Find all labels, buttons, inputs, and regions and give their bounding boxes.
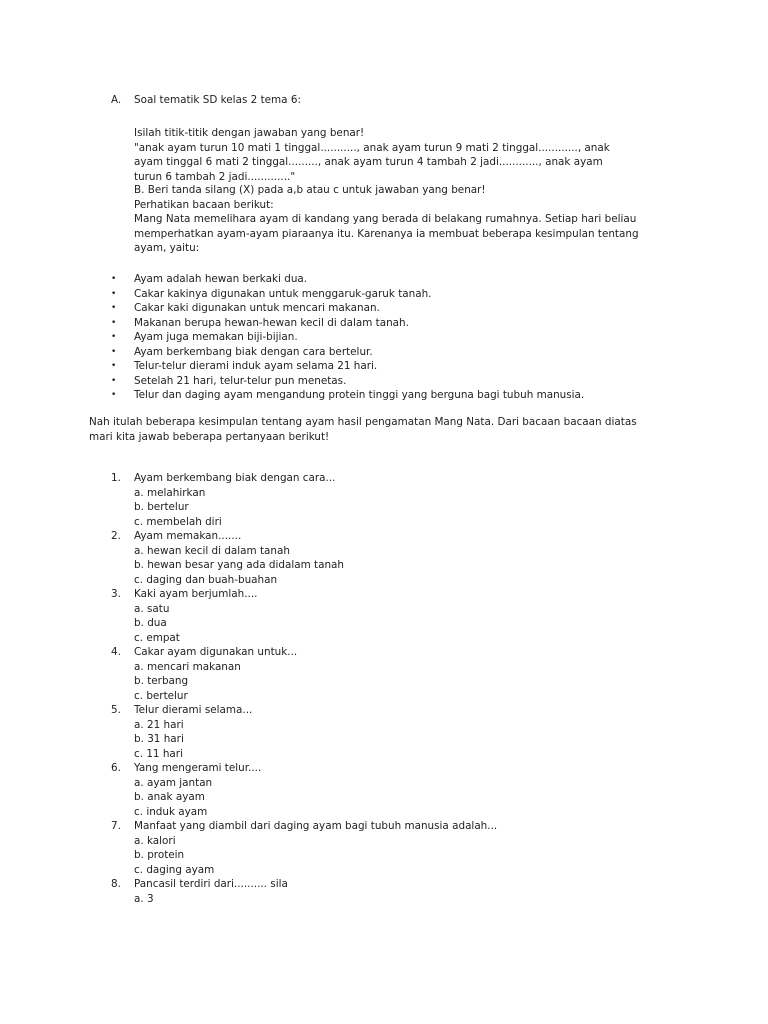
question-text: Kaki ayam berjumlah.... <box>134 588 258 600</box>
part-b-instruction: B. Beri tanda silang (X) pada a,b atau c untuk jawaban yang benar! <box>134 184 486 196</box>
answer-option: c. 11 hari <box>134 747 183 760</box>
fill-in-instruction: Isilah titik-titik dengan jawaban yang benar! <box>134 127 365 139</box>
bullet-text: Telur-telur dierami induk ayam selama 21 hari. <box>134 360 378 372</box>
answer-option: c. daging ayam <box>134 863 215 876</box>
answer-option: a. hewan kecil di dalam tanah <box>134 544 290 557</box>
question-text: Yang mengerami telur.... <box>134 762 262 774</box>
part-b-reading-label: Perhatikan bacaan berikut: <box>134 198 274 211</box>
answer-options <box>111 660 497 704</box>
fill-in-line: "anak ayam turun 10 mati 1 tinggal..........., anak ayam turun 9 mati 2 tinggal............, anak <box>134 141 610 154</box>
closing-line: Nah itulah beberapa kesimpulan tentang ayam hasil pengamatan Mang Nata. Dari bacaan bacaan diatas <box>89 416 637 428</box>
answer-option: a. kalori <box>134 834 176 847</box>
answer-option: b. hewan besar yang ada didalam tanah <box>134 559 345 571</box>
answer-option: b. protein <box>134 849 185 861</box>
bullet-icon: • <box>111 346 117 357</box>
answer-option: b. 31 hari <box>134 733 184 745</box>
bullet-icon: • <box>111 274 117 284</box>
question-text: Manfaat yang diambil dari daging ayam bagi tubuh manusia adalah... <box>134 820 498 832</box>
answer-option: b. anak ayam <box>134 791 205 803</box>
question-number: 2. <box>111 530 121 542</box>
part-b-reading-line: memperhatkan ayam-ayam piaraanya itu. Karenanya ia membuat beberapa kesimpulan tentang <box>134 227 639 240</box>
answer-option: c. induk ayam <box>134 805 208 818</box>
question-item <box>111 703 497 761</box>
bullet-text: Ayam juga memakan biji-bijian. <box>134 331 298 343</box>
question-number: 3. <box>111 588 121 600</box>
fill-in-line: ayam tinggal 6 mati 2 tinggal........., anak ayam turun 4 tambah 2 jadi............, anak ayam <box>134 156 603 168</box>
question-text: Telur dierami selama... <box>134 704 253 716</box>
bullet-icon: • <box>111 375 117 386</box>
question-item <box>111 761 497 819</box>
answer-options <box>111 892 497 907</box>
bullet-item <box>111 316 584 331</box>
answer-options <box>111 834 497 878</box>
bullet-item <box>111 374 584 389</box>
question-text: Pancasil terdiri dari.......... sila <box>134 878 288 890</box>
question-item <box>111 819 497 877</box>
question-list <box>111 471 497 906</box>
question-number: 7. <box>111 820 121 832</box>
question-text: Ayam memakan....... <box>134 530 242 542</box>
bullet-item <box>111 359 584 374</box>
question-number: 8. <box>111 878 121 890</box>
answer-option: c. empat <box>134 631 180 644</box>
answer-option: b. terbang <box>134 675 189 687</box>
section-a-heading <box>111 93 301 108</box>
part-b-reading-line: Mang Nata memelihara ayam di kandang yang berada di belakang rumahnya. Setiap hari beliau <box>134 213 637 225</box>
question-number: 6. <box>111 762 121 774</box>
question-text: Cakar ayam digunakan untuk... <box>134 646 298 658</box>
bullet-text: Telur dan daging ayam mengandung protein tinggi yang berguna bagi tubuh manusia. <box>134 389 585 401</box>
bullet-item <box>111 388 584 403</box>
question-item <box>111 877 497 906</box>
part-b-reading-line: ayam, yaitu: <box>134 242 200 254</box>
question-number: 5. <box>111 704 121 716</box>
answer-option: b. dua <box>134 617 167 629</box>
bullet-text: Ayam adalah hewan berkaki dua. <box>134 273 308 285</box>
question-item <box>111 471 497 529</box>
answer-option: c. bertelur <box>134 689 188 702</box>
fill-in-block <box>134 126 674 184</box>
bullet-item <box>111 272 584 287</box>
answer-option: c. membelah diri <box>134 515 222 528</box>
bullet-text: Cakar kakinya digunakan untuk menggaruk-garuk tanah. <box>134 287 432 300</box>
answer-options <box>111 776 497 820</box>
answer-option: a. melahirkan <box>134 486 206 499</box>
closing-paragraph <box>89 415 669 444</box>
answer-option: c. daging dan buah-buahan <box>134 573 278 586</box>
question-text: Ayam berkembang biak dengan cara... <box>134 472 336 484</box>
question-number: 1. <box>111 472 121 484</box>
answer-options <box>111 718 497 762</box>
answer-option: a. mencari makanan <box>134 660 241 673</box>
section-a-title: Soal tematik SD kelas 2 tema 6: <box>134 94 301 106</box>
bullet-text: Makanan berupa hewan-hewan kecil di dalam tanah. <box>134 316 409 329</box>
bullet-icon: • <box>111 361 117 371</box>
bullet-icon: • <box>111 317 117 328</box>
question-item <box>111 645 497 703</box>
question-item <box>111 587 497 645</box>
answer-option: a. ayam jantan <box>134 776 213 789</box>
answer-option: a. satu <box>134 602 170 615</box>
answer-options <box>111 486 497 530</box>
answer-option: a. 21 hari <box>134 718 184 731</box>
answer-option: a. 3 <box>134 892 154 905</box>
answer-option: b. bertelur <box>134 501 189 513</box>
answer-options <box>111 602 497 646</box>
bullet-text: Cakar kaki digunakan untuk mencari makanan. <box>134 302 380 314</box>
bullet-icon: • <box>111 390 117 400</box>
question-number: 4. <box>111 646 121 658</box>
bullet-icon: • <box>111 303 117 313</box>
bullet-item <box>111 301 584 316</box>
section-a-number: A. <box>111 94 122 106</box>
bullet-item <box>111 345 584 360</box>
bullet-icon: • <box>111 288 117 299</box>
closing-line: mari kita jawab beberapa pertanyaan berikut! <box>89 430 330 443</box>
conclusion-bullet-list <box>111 272 584 403</box>
bullet-icon: • <box>111 332 117 342</box>
fill-in-line: turun 6 tambah 2 jadi............." <box>134 170 296 183</box>
part-b-block <box>134 183 674 256</box>
bullet-item <box>111 330 584 345</box>
bullet-text: Ayam berkembang biak dengan cara bertelur. <box>134 345 373 358</box>
answer-options <box>111 544 497 588</box>
bullet-text: Setelah 21 hari, telur-telur pun menetas. <box>134 374 347 387</box>
bullet-item <box>111 287 584 302</box>
question-item <box>111 529 497 587</box>
